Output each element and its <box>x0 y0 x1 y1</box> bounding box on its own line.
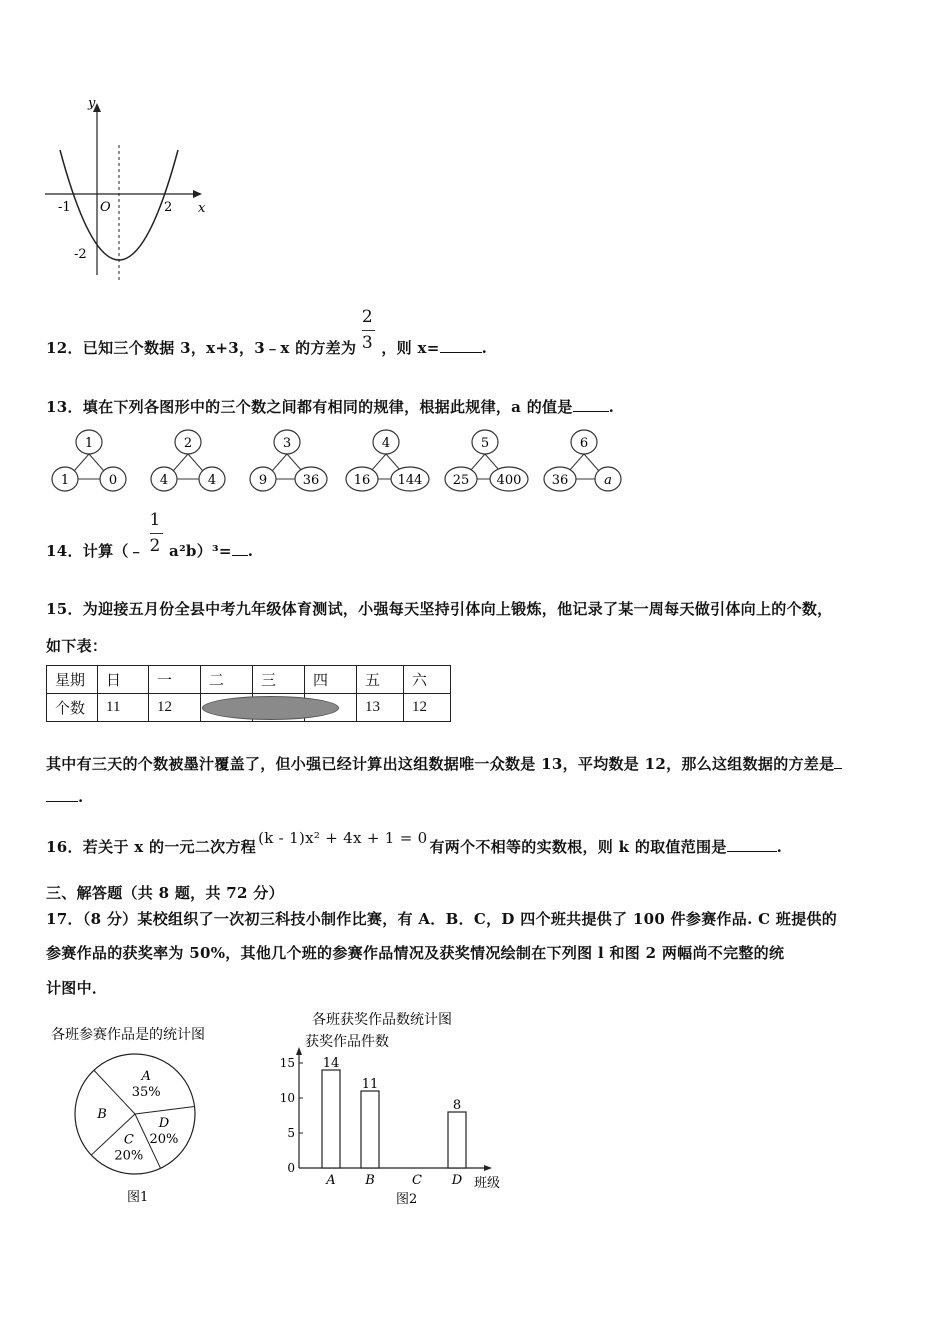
question-13 <box>46 396 614 417</box>
q13-end: . <box>608 398 615 416</box>
q14-end: . <box>247 542 254 560</box>
pie-value-D: 20% <box>149 1131 179 1147</box>
triangle-number-top: 2 <box>183 436 193 451</box>
bar-chart <box>280 1005 520 1210</box>
table-cell: 11 <box>98 694 149 722</box>
question-15-line3 <box>46 753 842 774</box>
x-tick-label-C: C <box>412 1173 422 1188</box>
triangle-group <box>151 430 225 491</box>
answer-blank[interactable] <box>232 555 248 556</box>
triangle-group <box>52 430 126 491</box>
table-header-cell: 五 <box>357 666 404 694</box>
q14-frac-num: 1 <box>149 510 161 530</box>
parabola-graph <box>40 95 220 285</box>
triangle-number-top: 3 <box>282 436 292 451</box>
bar-D <box>448 1112 466 1168</box>
triangle-number-left: 36 <box>551 473 569 488</box>
bar-value-B: 11 <box>361 1077 379 1092</box>
x-left-root: -1 <box>58 200 71 215</box>
question-15-line1: 15．为迎接五月份全县中考九年级体育测试，小强每天坚持引体向上锻炼，他记录了某一周每天做引体向上的个数， <box>46 600 833 618</box>
answer-blank[interactable] <box>834 768 842 769</box>
q16-equation: (k - 1)x² + 4x + 1 = 0 <box>258 829 428 847</box>
x-axis-label: x <box>198 201 206 216</box>
triangle-number-right: 4 <box>207 473 217 488</box>
table-header-cell: 六 <box>404 666 451 694</box>
question-17-line2: 参赛作品的获奖率为 50%，其他几个班的参赛作品情况及获奖情况绘制在下列图 l 和图 2 两幅尚不完整的统 <box>46 944 785 962</box>
question-17-line3: 计图中． <box>46 979 108 997</box>
table-header-cell: 日 <box>98 666 149 694</box>
q12-tail: ，则 x= <box>381 339 440 357</box>
y-axis-label: y <box>88 96 96 111</box>
q12-end: . <box>481 339 488 357</box>
answer-blank[interactable] <box>46 801 78 802</box>
triangle-number-right: 144 <box>397 473 423 488</box>
x-right-root: 2 <box>164 200 173 215</box>
table-header-cell: 一 <box>149 666 201 694</box>
triangle-number-left: 25 <box>452 473 470 488</box>
pie-label-B: B <box>97 1106 107 1122</box>
triangle-number-left: 16 <box>353 473 371 488</box>
triangles-svg <box>44 424 634 496</box>
pie-label-A: A <box>141 1068 151 1084</box>
y-tick-label: 15 <box>280 1056 295 1070</box>
triangle-group <box>445 430 528 491</box>
pie-value-A: 35% <box>131 1084 161 1100</box>
table-header-cell: 四 <box>305 666 357 694</box>
q14-fraction <box>149 510 164 556</box>
bar-A <box>322 1070 340 1168</box>
triangle-number-right: 36 <box>302 473 320 488</box>
x-tick-label-A: A <box>326 1173 336 1188</box>
number-triangles <box>44 424 634 496</box>
triangle-number-left: 4 <box>159 473 169 488</box>
bar-ylabel: 获奖作品件数 <box>305 1034 389 1050</box>
q12-frac-num: 2 <box>361 307 373 327</box>
table-header-cell: 三 <box>253 666 305 694</box>
q13-text: 13．填在下列各图形中的三个数之间都有相同的规律，根据此规律，a 的值是 <box>46 398 573 416</box>
question-16 <box>46 829 783 857</box>
ink-blot <box>202 696 339 720</box>
origin-label: O <box>100 200 111 215</box>
question-15-line4 <box>46 788 84 806</box>
triangle-number-right: 0 <box>108 473 118 488</box>
bar-title: 各班获奖作品数统计图 <box>312 1012 452 1028</box>
bar-value-D: 8 <box>452 1098 462 1113</box>
table-row <box>47 666 451 694</box>
pie-value-C: 20% <box>114 1148 144 1164</box>
triangle-group <box>250 430 327 491</box>
y-tick-label: 10 <box>280 1091 295 1105</box>
table-header-cell: 星期 <box>47 666 98 694</box>
pie-label-C: C <box>123 1132 134 1148</box>
answer-blank[interactable] <box>440 352 482 353</box>
table-cell: 13 <box>357 694 404 722</box>
y-tick-label: 0 <box>287 1161 295 1175</box>
triangle-number-left: 9 <box>258 473 268 488</box>
q16-text: 16．若关于 x 的一元二次方程 <box>46 838 257 856</box>
q16-tail: 有两个不相等的实数根，则 k 的取值范围是 <box>429 838 727 856</box>
pie-caption: 图1 <box>127 1190 149 1205</box>
pie-chart <box>45 1018 245 1213</box>
pie-title: 各班参赛作品是的统计图 <box>51 1027 205 1043</box>
bar-value-A: 14 <box>322 1056 340 1071</box>
triangle-number-left: 1 <box>60 473 70 488</box>
triangle-number-top: 5 <box>480 436 490 451</box>
triangle-group <box>346 430 429 491</box>
q12-text: 12．已知三个数据 3，x+3，3﹣x 的方差为 <box>46 339 357 357</box>
bar-B <box>361 1091 379 1168</box>
question-17-line1: 17．（8 分）某校组织了一次初三科技小制作比赛，有 A．B．C，D 四个班共提供了 100 件参赛作品. C 班提供的 <box>46 910 838 928</box>
q16-end: . <box>776 838 783 856</box>
bar-caption: 图2 <box>396 1192 418 1207</box>
bar-xlabel: 班级 <box>474 1176 501 1191</box>
x-tick-label-B: B <box>365 1173 375 1188</box>
q12-fraction <box>361 307 376 353</box>
table-cell: 12 <box>404 694 451 722</box>
section-title: 三、解答题（共 8 题，共 72 分） <box>46 884 284 902</box>
triangle-number-top: 6 <box>579 436 589 451</box>
triangle-number-top: 4 <box>381 436 391 451</box>
triangle-number-right: 400 <box>496 473 522 488</box>
question-15-line2: 如下表： <box>46 637 108 655</box>
q14-tail: a²b）³= <box>169 542 232 560</box>
triangle-number-top: 1 <box>84 436 94 451</box>
y-min-label: -2 <box>74 247 87 262</box>
q14-frac-den: 2 <box>149 536 161 556</box>
table-header-cell: 二 <box>201 666 253 694</box>
x-tick-label-D: D <box>451 1173 463 1188</box>
q12-frac-den: 3 <box>361 333 373 353</box>
question-14 <box>46 510 254 561</box>
table-cell: 12 <box>149 694 201 722</box>
triangle-number-right: a <box>604 473 612 488</box>
y-tick-label: 5 <box>287 1126 295 1140</box>
answer-blank[interactable] <box>727 851 777 852</box>
question-12 <box>46 307 488 358</box>
q15-line3-text: 其中有三天的个数被墨汁覆盖了，但小强已经计算出这组数据唯一众数是 13，平均数是 12，那么这组数据的方差是 <box>46 755 835 773</box>
triangle-group <box>544 430 621 491</box>
answer-blank[interactable] <box>573 411 609 412</box>
table-cell: 个数 <box>47 694 98 722</box>
q15-end: . <box>78 788 84 806</box>
q14-text: 14．计算（﹣ <box>46 542 144 560</box>
pie-label-D: D <box>158 1115 170 1131</box>
